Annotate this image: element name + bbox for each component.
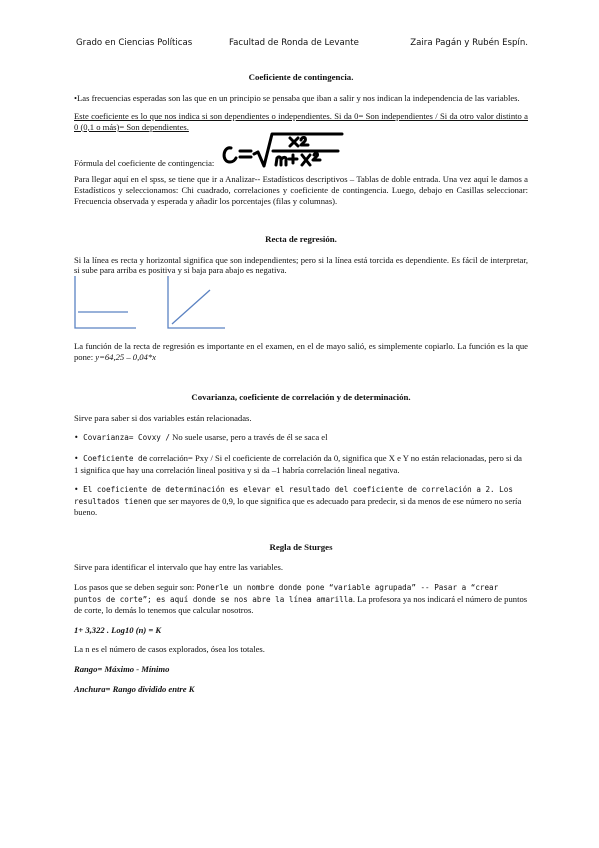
section-title-contingency: Coeficiente de contingencia.: [248, 72, 354, 82]
paragraph-sturges-steps: Los pasos que se deben seguir son: Ponerle un nombre donde pone “variable agrupada” -- Pasar a “crear puntos de corte”; es aquí donde se nos abre la línea amarilla. La profesora ya nos indicará el número de puntos de corte, lo demás lo tenemos que calcular nosotros.: [74, 582, 528, 616]
section-title-sturges: Regla de Sturges: [269, 541, 333, 552]
page-header: [76, 38, 528, 52]
contingency-formula-image: [218, 132, 344, 168]
paragraph-covariance-intro: Sirve para saber si dos variables están relacionadas.: [74, 412, 252, 423]
bullet-correlation: • Coeficiente de correlación= Pxy / Si el coeficiente de correlación da 0, significa que X e Y no están relacionadas, pero si da 1 significa que hay una correlación lineal positiva y si da –1 habría correlación lineal negativa.: [74, 452, 522, 475]
regression-equation: y=64,25 – 0,04*x: [95, 351, 156, 362]
formula-label: Fórmula del coeficiente de contingencia:: [74, 157, 215, 168]
document-body: [74, 72, 528, 694]
paragraph-regression-function: La función de la recta de regresión es importante en el examen, en el de mayo salió, es simplemente copiarlo. La función es la que pone: y=64,25 – 0,04*x: [74, 340, 528, 362]
formula-row: [74, 132, 528, 168]
paragraph-spss-steps: Para llegar aquí en el spss, se tiene que ir a Analizar-- Estadísticos descriptivos – Tablas de doble entrada. Una vez aquí le damos a Estadísticos y seleccionamos: Chi cuadrado, correlaciones y coeficiente de contingencia. Luego, debajo en Casillas seleccionar: Frecuencia observada y esperada y añadir los porcentajes (filas y columnas).: [74, 174, 528, 206]
bullet-determination: • El coeficiente de determinación es elevar el resultado del coeficiente de correlación a 2. Los resultados tienen que ser mayores de 0,9, lo que significa que es adecuado para predecir, si da menos de ese número no sería bueno.: [74, 485, 522, 518]
regression-line-sketches: [74, 276, 528, 336]
header-faculty: Facultad de Ronda de Levante: [229, 38, 359, 48]
rising-line-sketch: [167, 276, 227, 336]
paragraph-regression-interpretation: Si la línea es recta y horizontal significa que son independientes; pero si la línea está torcida es dependiente. Es fácil de interpretar, si sube para arriba es positiva y si baja para abajo es negativa.: [74, 254, 528, 276]
formula-sturges: 1+ 3,322 . Log10 (n) = K: [74, 624, 162, 635]
bullet-covariance: • Covarianza= Covxy / No suele usarse, pero a través de él se saca el: [74, 432, 328, 443]
formula-width: Anchura= Rango dividido entre K: [74, 683, 195, 694]
header-degree: Grado en Ciencias Políticas: [76, 38, 193, 48]
section-title-regression: Recta de regresión.: [265, 234, 337, 245]
horizontal-line-sketch: [74, 276, 142, 336]
paragraph-n-definition: La n es el número de casos explorados, ósea los totales.: [74, 644, 265, 655]
paragraph-expected-frequencies: •Las frecuencias esperadas son las que en un principio se pensaba que iban a salir y nos indican la independencia de las variables.: [74, 92, 520, 103]
section-title-covariance: Covarianza, coeficiente de correlación y de determinación.: [191, 392, 411, 403]
paragraph-dependence-rule: Este coeficiente es lo que nos indica si son dependientes o independientes. Si da 0= Son independientes / Si da otro valor distinto a 0 (0,1 o más)= Son dependientes.: [74, 111, 528, 132]
paragraph-sturges-intro: Sirve para identificar el intervalo que hay entre las variables.: [74, 562, 284, 573]
header-authors: Zaira Pagán y Rubén Espín.: [410, 38, 528, 48]
formula-range: Rango= Máximo - Mínimo: [74, 664, 170, 675]
